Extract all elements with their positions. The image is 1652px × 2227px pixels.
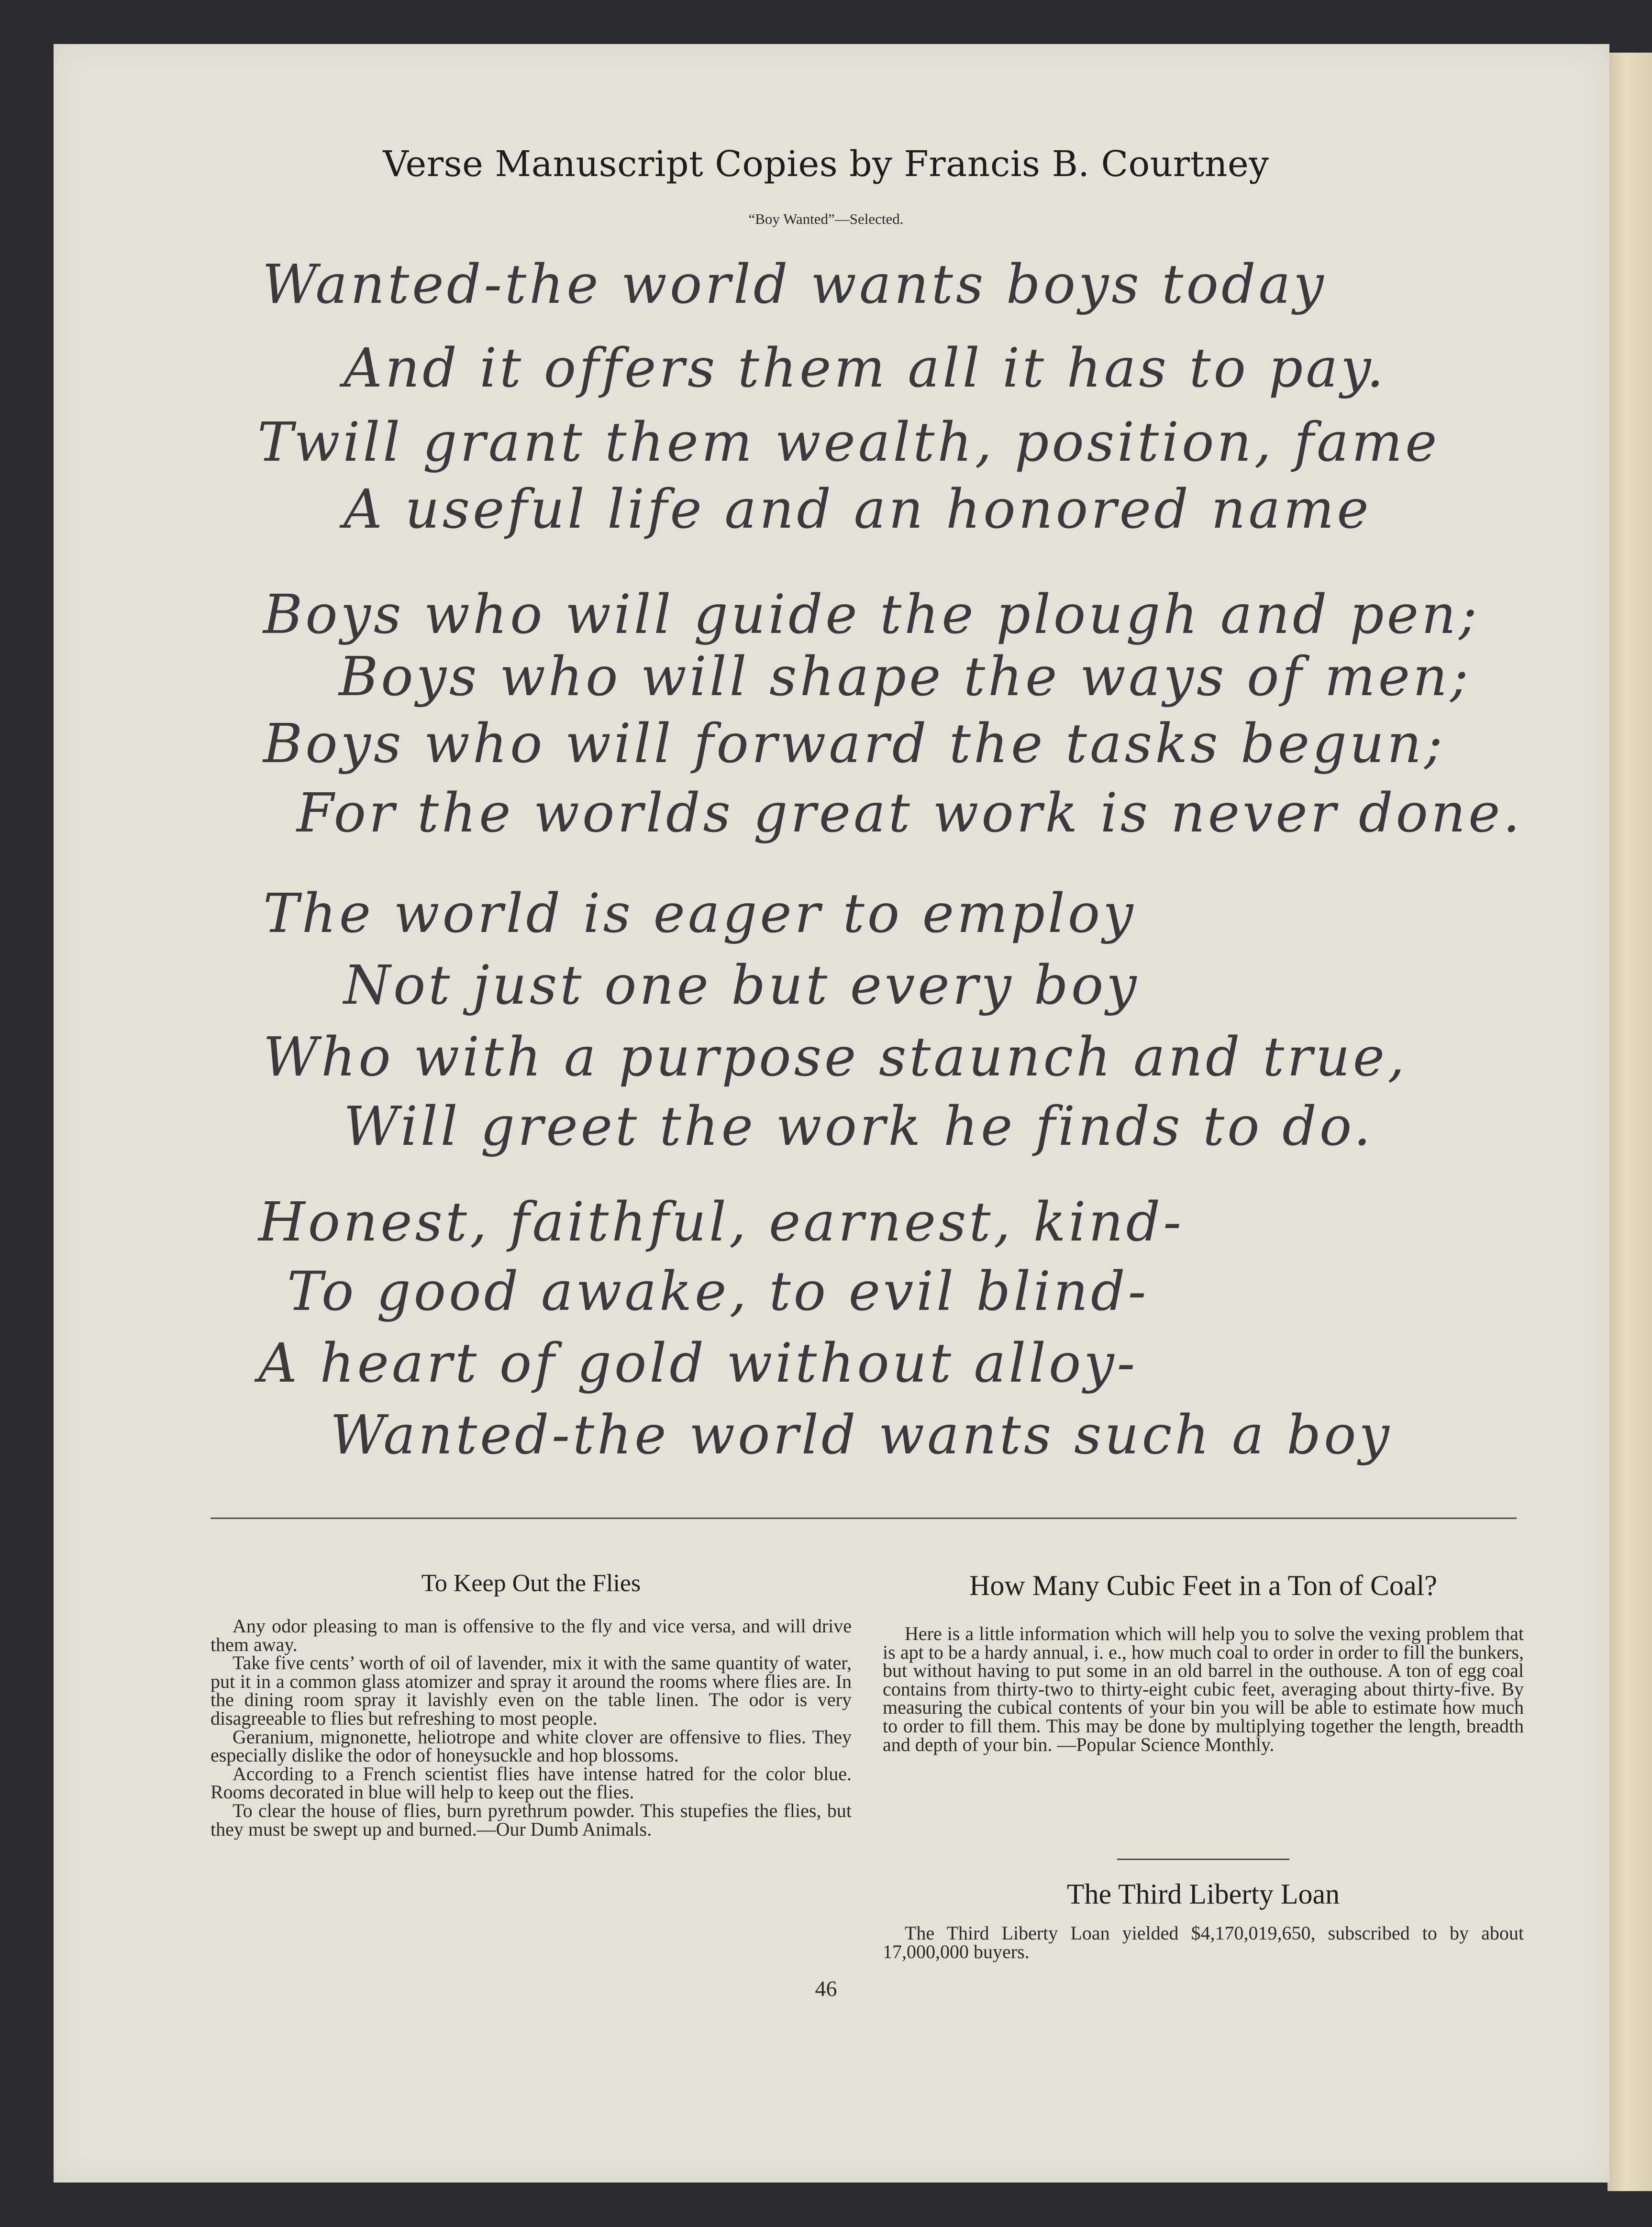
article-paragraph: Any odor pleasing to man is offensive to the fly and vice versa, and will drive them away. [211,1615,852,1655]
coal-article [883,1625,1524,1754]
flies-heading: To Keep Out the Flies [421,1570,641,1597]
poem-line: A useful life and an honored name [344,478,1372,541]
poem-line: Twill grant them wealth, position, fame [257,411,1440,474]
poem-line: Boys who will guide the plough and pen; [263,584,1480,646]
article-paragraph: Here is a little information which will help you to solve the vexing problem that is apt to be a hardy annual, i. e., how much coal to order in order to fill the bunkers, but without having to put some in an old barrel in the outhouse. A ton of egg coal contains from thirty-two to thirty-eight cubic feet, averaging about thirty-five. By measuring the cubical contents of your bin you will be able to estimate how much to order to fill them. This may be done by multiplying together the length, breadth and depth of your bin. —Popular Science Monthly. [883,1623,1524,1755]
coal-heading: How Many Cubic Feet in a Ton of Coal? [969,1570,1437,1601]
poem-line: A heart of gold without alloy- [258,1332,1138,1395]
poem-line: For the worlds great work is never done. [297,782,1523,844]
poem-line: Will greet the work he finds to do. [344,1096,1374,1158]
next-page-edge [1608,53,1652,2191]
liberty-loan-article [883,1924,1524,1961]
section-divider [211,1518,1517,1519]
article-divider [1117,1859,1289,1860]
poem-line: Boys who will forward the tasks begun; [263,713,1445,775]
article-paragraph: Take five cents’ worth of oil of lavender, mix it with the same quantity of water, put it in a common glass atomizer and spray it around the rooms where flies are. In the dining room spray it lavishly even on the table linen. The odor is very disagreeable to flies but refreshing to most people. [211,1652,852,1729]
flies-article [211,1617,852,1839]
article-paragraph: The Third Liberty Loan yielded $4,170,019,650, subscribed to by about 17,000,000 buyers. [883,1922,1524,1962]
page-subtitle: “Boy Wanted”—Selected. [748,211,904,227]
article-paragraph: According to a French scientist flies have intense hatred for the color blue. Rooms decorated in blue will help to keep out the flies. [211,1762,852,1803]
poem-line: To good awake, to evil blind- [287,1261,1149,1323]
poem-line: Wanted-the world wants boys today [262,254,1327,316]
page-number: 46 [815,1976,837,2001]
article-paragraph: To clear the house of flies, burn pyrethrum powder. This stupefies the flies, but they must be swept up and burned.—Our Dumb Animals. [211,1799,852,1840]
poem-line: Who with a purpose staunch and true, [263,1026,1408,1088]
poem-line: Honest, faithful, earnest, kind- [258,1191,1185,1253]
poem-line: Boys who will shape the ways of men; [339,646,1471,708]
poem-line: The world is eager to employ [263,883,1136,945]
poem-line: And it offers them all it has to pay. [344,337,1387,399]
article-paragraph: Geranium, mignonette, heliotrope and white clover are offensive to flies. They especially dislike the odor of honeysuckle and hop blossoms. [211,1726,852,1766]
page-title: Verse Manuscript Copies by Francis B. Courtney [383,144,1269,185]
poem-line: Not just one but every boy [344,954,1140,1017]
liberty-loan-heading: The Third Liberty Loan [1066,1878,1340,1910]
poem-line: Wanted-the world wants such a boy [330,1404,1392,1466]
